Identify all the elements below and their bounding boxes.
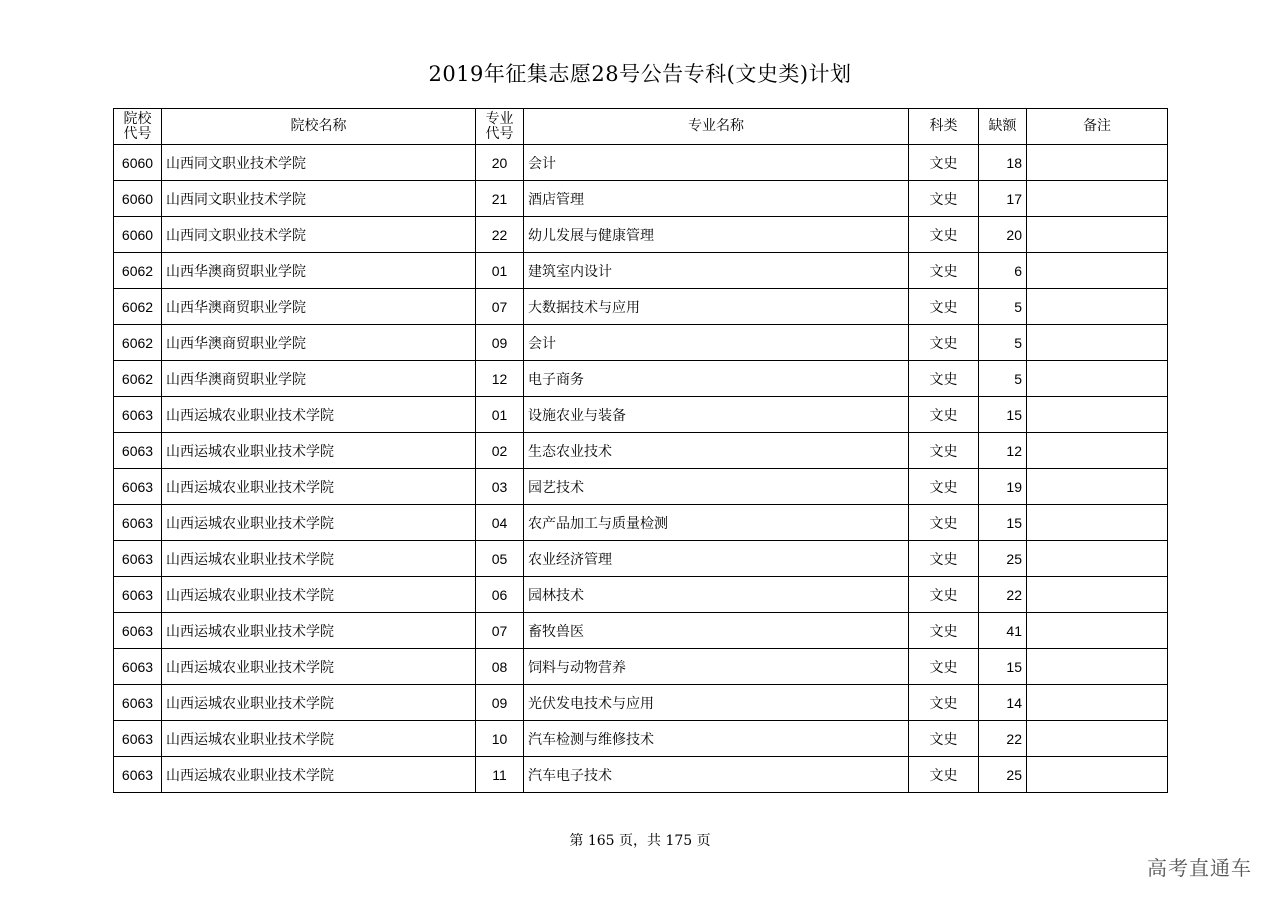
cell-school-name: 山西运城农业职业技术学院 bbox=[162, 397, 476, 433]
cell-school-code: 6063 bbox=[114, 757, 162, 793]
table-header-row bbox=[114, 109, 1168, 145]
header-remarks: 备注 bbox=[1027, 109, 1168, 145]
cell-major-code: 22 bbox=[476, 217, 524, 253]
header-category: 科类 bbox=[909, 109, 979, 145]
cell-category: 文史 bbox=[909, 361, 979, 397]
cell-vacancies: 5 bbox=[979, 361, 1027, 397]
table-row bbox=[114, 217, 1168, 253]
cell-school-name: 山西运城农业职业技术学院 bbox=[162, 505, 476, 541]
cell-vacancies: 25 bbox=[979, 757, 1027, 793]
cell-school-code: 6063 bbox=[114, 469, 162, 505]
table-row bbox=[114, 469, 1168, 505]
cell-major-code: 10 bbox=[476, 721, 524, 757]
cell-category: 文史 bbox=[909, 181, 979, 217]
cell-major-name: 会计 bbox=[524, 325, 909, 361]
header-major-name: 专业名称 bbox=[524, 109, 909, 145]
cell-school-code: 6063 bbox=[114, 505, 162, 541]
table-body bbox=[114, 145, 1168, 793]
cell-major-name: 畜牧兽医 bbox=[524, 613, 909, 649]
cell-major-name: 建筑室内设计 bbox=[524, 253, 909, 289]
cell-major-name: 汽车电子技术 bbox=[524, 757, 909, 793]
cell-school-code: 6062 bbox=[114, 325, 162, 361]
cell-category: 文史 bbox=[909, 757, 979, 793]
cell-school-code: 6063 bbox=[114, 685, 162, 721]
cell-category: 文史 bbox=[909, 541, 979, 577]
cell-major-name: 大数据技术与应用 bbox=[524, 289, 909, 325]
page-title: 2019年征集志愿28号公告专科(文史类)计划 bbox=[428, 62, 852, 86]
page-footer: 第 165 页，共 175 页 bbox=[569, 833, 711, 849]
cell-vacancies: 5 bbox=[979, 325, 1027, 361]
cell-major-code: 11 bbox=[476, 757, 524, 793]
cell-category: 文史 bbox=[909, 613, 979, 649]
header-major-code: 专业代号 bbox=[476, 109, 524, 145]
cell-vacancies: 17 bbox=[979, 181, 1027, 217]
cell-school-code: 6063 bbox=[114, 433, 162, 469]
cell-major-name: 电子商务 bbox=[524, 361, 909, 397]
cell-major-name: 农产品加工与质量检测 bbox=[524, 505, 909, 541]
cell-major-code: 08 bbox=[476, 649, 524, 685]
cell-vacancies: 12 bbox=[979, 433, 1027, 469]
cell-school-name: 山西运城农业职业技术学院 bbox=[162, 541, 476, 577]
cell-school-name: 山西同文职业技术学院 bbox=[162, 217, 476, 253]
cell-school-name: 山西运城农业职业技术学院 bbox=[162, 649, 476, 685]
cell-school-name: 山西华澳商贸职业学院 bbox=[162, 289, 476, 325]
cell-school-name: 山西运城农业职业技术学院 bbox=[162, 469, 476, 505]
cell-school-code: 6063 bbox=[114, 397, 162, 433]
cell-category: 文史 bbox=[909, 397, 979, 433]
cell-school-name: 山西华澳商贸职业学院 bbox=[162, 325, 476, 361]
header-school-name: 院校名称 bbox=[162, 109, 476, 145]
cell-vacancies: 22 bbox=[979, 721, 1027, 757]
table-row bbox=[114, 613, 1168, 649]
cell-school-code: 6063 bbox=[114, 721, 162, 757]
cell-major-code: 21 bbox=[476, 181, 524, 217]
table-row bbox=[114, 325, 1168, 361]
cell-vacancies: 41 bbox=[979, 613, 1027, 649]
cell-school-code: 6060 bbox=[114, 217, 162, 253]
table-row bbox=[114, 721, 1168, 757]
table-row bbox=[114, 505, 1168, 541]
cell-category: 文史 bbox=[909, 325, 979, 361]
cell-school-code: 6060 bbox=[114, 145, 162, 181]
cell-major-code: 05 bbox=[476, 541, 524, 577]
cell-vacancies: 15 bbox=[979, 505, 1027, 541]
cell-school-code: 6063 bbox=[114, 613, 162, 649]
cell-school-code: 6063 bbox=[114, 577, 162, 613]
cell-vacancies: 19 bbox=[979, 469, 1027, 505]
cell-major-name: 酒店管理 bbox=[524, 181, 909, 217]
cell-school-name: 山西运城农业职业技术学院 bbox=[162, 721, 476, 757]
cell-school-name: 山西运城农业职业技术学院 bbox=[162, 613, 476, 649]
cell-category: 文史 bbox=[909, 721, 979, 757]
cell-vacancies: 15 bbox=[979, 649, 1027, 685]
cell-category: 文史 bbox=[909, 217, 979, 253]
cell-school-name: 山西同文职业技术学院 bbox=[162, 145, 476, 181]
cell-major-code: 09 bbox=[476, 685, 524, 721]
cell-category: 文史 bbox=[909, 433, 979, 469]
cell-category: 文史 bbox=[909, 685, 979, 721]
cell-vacancies: 18 bbox=[979, 145, 1027, 181]
cell-school-code: 6062 bbox=[114, 253, 162, 289]
cell-major-code: 07 bbox=[476, 613, 524, 649]
cell-remarks bbox=[1027, 181, 1168, 217]
cell-category: 文史 bbox=[909, 505, 979, 541]
cell-major-name: 饲料与动物营养 bbox=[524, 649, 909, 685]
table-row bbox=[114, 649, 1168, 685]
cell-school-name: 山西运城农业职业技术学院 bbox=[162, 433, 476, 469]
cell-vacancies: 25 bbox=[979, 541, 1027, 577]
cell-major-code: 06 bbox=[476, 577, 524, 613]
cell-major-code: 01 bbox=[476, 397, 524, 433]
cell-school-name: 山西运城农业职业技术学院 bbox=[162, 685, 476, 721]
cell-major-name: 园林技术 bbox=[524, 577, 909, 613]
table-row bbox=[114, 253, 1168, 289]
cell-remarks bbox=[1027, 577, 1168, 613]
table-row bbox=[114, 577, 1168, 613]
cell-major-code: 20 bbox=[476, 145, 524, 181]
table-row bbox=[114, 685, 1168, 721]
cell-major-code: 04 bbox=[476, 505, 524, 541]
cell-school-name: 山西运城农业职业技术学院 bbox=[162, 757, 476, 793]
table-row bbox=[114, 433, 1168, 469]
cell-major-code: 03 bbox=[476, 469, 524, 505]
cell-school-name: 山西运城农业职业技术学院 bbox=[162, 577, 476, 613]
watermark-logo: 高考直通车 bbox=[1147, 856, 1252, 880]
cell-remarks bbox=[1027, 145, 1168, 181]
cell-major-code: 12 bbox=[476, 361, 524, 397]
cell-category: 文史 bbox=[909, 649, 979, 685]
cell-school-code: 6062 bbox=[114, 289, 162, 325]
cell-major-name: 幼儿发展与健康管理 bbox=[524, 217, 909, 253]
cell-major-code: 09 bbox=[476, 325, 524, 361]
cell-vacancies: 6 bbox=[979, 253, 1027, 289]
cell-major-code: 01 bbox=[476, 253, 524, 289]
cell-major-code: 02 bbox=[476, 433, 524, 469]
cell-category: 文史 bbox=[909, 253, 979, 289]
cell-remarks bbox=[1027, 541, 1168, 577]
cell-school-code: 6060 bbox=[114, 181, 162, 217]
header-vacancies: 缺额 bbox=[979, 109, 1027, 145]
cell-remarks bbox=[1027, 757, 1168, 793]
table-row bbox=[114, 289, 1168, 325]
table-row bbox=[114, 757, 1168, 793]
cell-remarks bbox=[1027, 469, 1168, 505]
cell-category: 文史 bbox=[909, 145, 979, 181]
cell-major-name: 汽车检测与维修技术 bbox=[524, 721, 909, 757]
cell-remarks bbox=[1027, 505, 1168, 541]
cell-major-name: 设施农业与装备 bbox=[524, 397, 909, 433]
cell-category: 文史 bbox=[909, 469, 979, 505]
table-row bbox=[114, 145, 1168, 181]
cell-remarks bbox=[1027, 685, 1168, 721]
cell-vacancies: 15 bbox=[979, 397, 1027, 433]
cell-school-code: 6063 bbox=[114, 649, 162, 685]
enrollment-plan-table bbox=[113, 108, 1168, 793]
cell-major-name: 会计 bbox=[524, 145, 909, 181]
table-row bbox=[114, 541, 1168, 577]
cell-major-name: 农业经济管理 bbox=[524, 541, 909, 577]
cell-category: 文史 bbox=[909, 289, 979, 325]
cell-remarks bbox=[1027, 217, 1168, 253]
cell-school-name: 山西华澳商贸职业学院 bbox=[162, 361, 476, 397]
cell-school-code: 6063 bbox=[114, 541, 162, 577]
cell-remarks bbox=[1027, 289, 1168, 325]
cell-school-name: 山西华澳商贸职业学院 bbox=[162, 253, 476, 289]
cell-remarks bbox=[1027, 325, 1168, 361]
cell-major-code: 07 bbox=[476, 289, 524, 325]
cell-remarks bbox=[1027, 253, 1168, 289]
cell-major-name: 光伏发电技术与应用 bbox=[524, 685, 909, 721]
header-school-code: 院校代号 bbox=[114, 109, 162, 145]
cell-vacancies: 14 bbox=[979, 685, 1027, 721]
cell-vacancies: 22 bbox=[979, 577, 1027, 613]
cell-remarks bbox=[1027, 721, 1168, 757]
cell-school-code: 6062 bbox=[114, 361, 162, 397]
cell-major-name: 园艺技术 bbox=[524, 469, 909, 505]
table-row bbox=[114, 397, 1168, 433]
cell-category: 文史 bbox=[909, 577, 979, 613]
cell-vacancies: 5 bbox=[979, 289, 1027, 325]
cell-remarks bbox=[1027, 433, 1168, 469]
cell-remarks bbox=[1027, 361, 1168, 397]
table-row bbox=[114, 361, 1168, 397]
cell-school-name: 山西同文职业技术学院 bbox=[162, 181, 476, 217]
cell-remarks bbox=[1027, 397, 1168, 433]
cell-remarks bbox=[1027, 649, 1168, 685]
cell-remarks bbox=[1027, 613, 1168, 649]
table-row bbox=[114, 181, 1168, 217]
cell-major-name: 生态农业技术 bbox=[524, 433, 909, 469]
cell-vacancies: 20 bbox=[979, 217, 1027, 253]
